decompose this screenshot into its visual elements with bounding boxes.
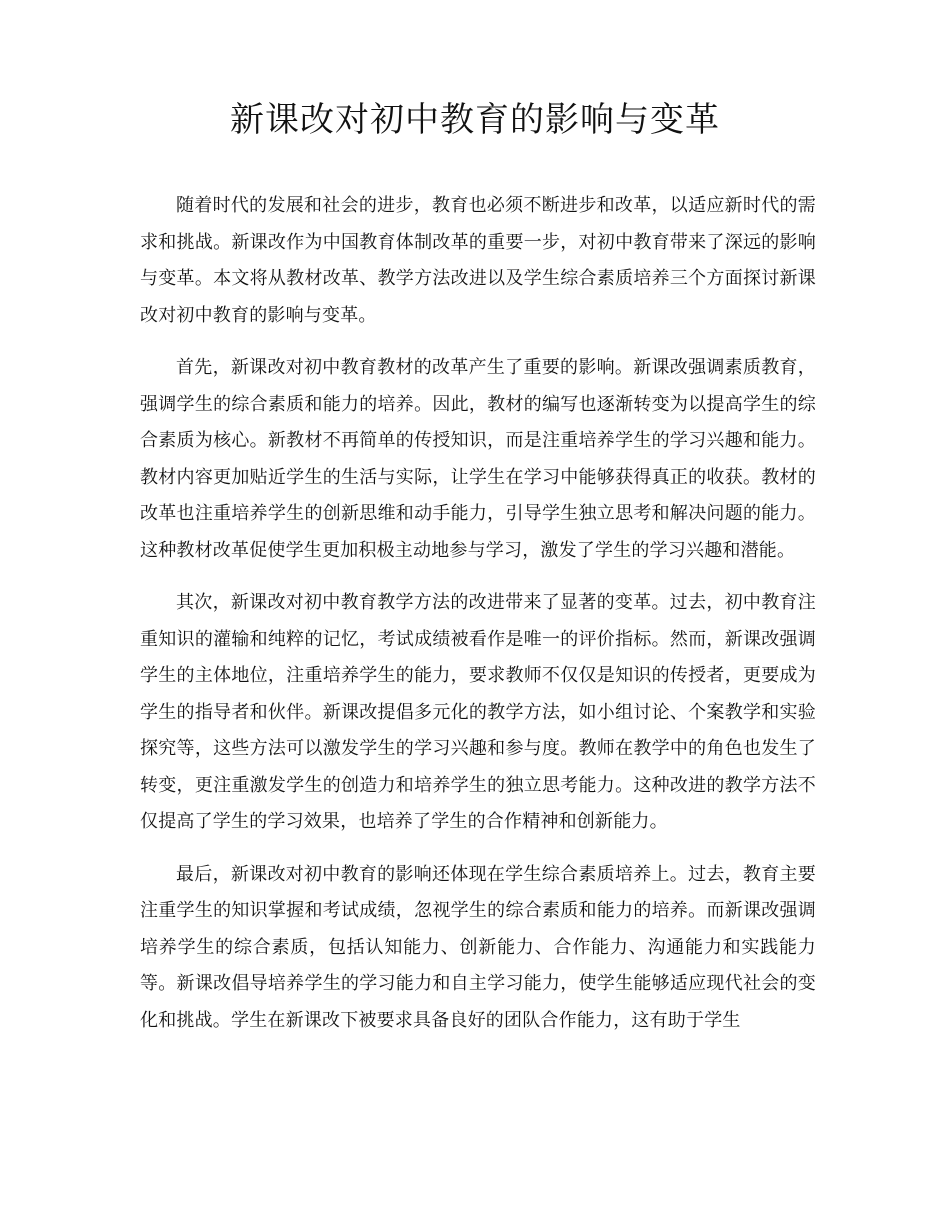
paragraph-textbook-reform: 首先，新课改对初中教育教材的改革产生了重要的影响。新课改强调素质教育，强调学生的综合素质和能力的培养。因此，教材的编写也逐渐转变为以提高学生的综合素质为核心。新教材不再简单的传授知识，而是注重培养学生的学习兴趣和能力。教材内容更加贴近学生的生活与实际，让学生在学习中能够获得真正的收获。教材的改革也注重培养学生的创新思维和动手能力，引导学生独立思考和解决问题的能力。这种教材改革促使学生更加积极主动地参与学习，激发了学生的学习兴趣和潜能。: [140, 357, 816, 561]
document-body: [140, 188, 816, 1055]
document-title: 新课改对初中教育的影响与变革: [230, 100, 720, 140]
paragraph-comprehensive-quality: 最后，新课改对初中教育的影响还体现在学生综合素质培养上。过去，教育主要注重学生的知识掌握和考试成绩，忽视学生的综合素质和能力的培养。而新课改强调培养学生的综合素质，包括认知能力、创新能力、合作能力、沟通能力和实践能力等。新课改倡导培养学生的学习能力和自主学习能力，使学生能够适应现代社会的变化和挑战。学生在新课改下被要求具备良好的团队合作能力，这有助于学生: [140, 863, 816, 1031]
paragraph-teaching-methods: 其次，新课改对初中教育教学方法的改进带来了显著的变革。过去，初中教育注重知识的灌输和纯粹的记忆，考试成绩被看作是唯一的评价指标。然而，新课改强调学生的主体地位，注重培养学生的能力，要求教师不仅仅是知识的传授者，更要成为学生的指导者和伙伴。新课改提倡多元化的教学方法，如小组讨论、个案教学和实验探究等，这些方法可以激发学生的学习兴趣和参与度。教师在教学中的角色也发生了转变，更注重激发学生的创造力和培养学生的独立思考能力。这种改进的教学方法不仅提高了学生的学习效果，也培养了学生的合作精神和创新能力。: [140, 592, 816, 832]
paragraph-intro: 随着时代的发展和社会的进步，教育也必须不断进步和改革，以适应新时代的需求和挑战。新课改作为中国教育体制改革的重要一步，对初中教育带来了深远的影响与变革。本文将从教材改革、教学方法改进以及学生综合素质培养三个方面探讨新课改对初中教育的影响与变革。: [140, 195, 816, 326]
